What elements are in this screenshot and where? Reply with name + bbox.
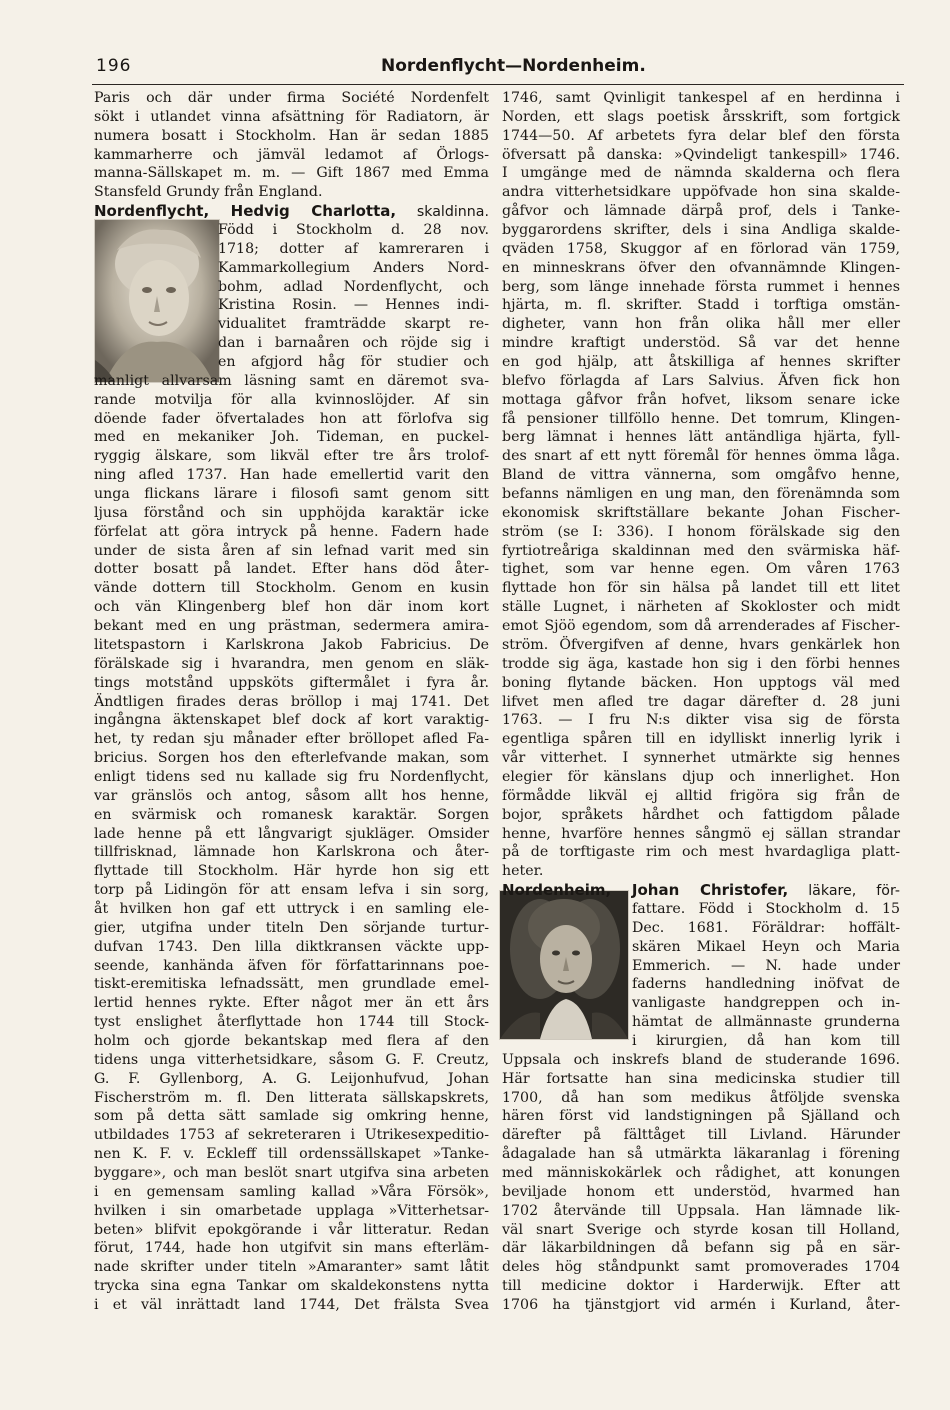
entry-headword: Nordenflycht, Hedvig Charlotta,: [94, 202, 397, 221]
left-line: som på detta sätt samlade sig omkring henne,: [94, 1108, 489, 1125]
entry-heading-nordenflycht: Nordenflycht, Hedvig Charlotta, skaldinna.: [94, 202, 489, 221]
left-line: lade henne på ett långvarigt sjukläger. Omsider: [94, 825, 489, 842]
left-line: het, ty redan sju månader efter bröllopet afled Fa-: [94, 731, 489, 748]
entry-headword: Nordenheim, Johan Christofer,: [502, 881, 789, 900]
left-line: döende fader öfvertalades hon att förlofva sig: [94, 410, 489, 427]
right-line: bojor, språkets hårdhet och fattigdom pålade: [502, 806, 900, 823]
right-line: befanns nämligen en ung man, den förenämnda som: [502, 486, 900, 503]
right-line: digheter, vann hon från olika håll mer eller: [502, 316, 900, 333]
left-line: dotter bosatt på landet. Efter hans död åter-: [94, 561, 489, 578]
right-line: 1702 återvände till Uppsala. Han lämnade lik-: [502, 1202, 900, 1219]
left-line: Paris och där under firma Société Nordenfelt: [94, 90, 489, 106]
right-line: deles hög ståndpunkt samt promoverades 1704: [502, 1259, 900, 1276]
left-line: ning afled 1737. Han hade emellertid varit den: [94, 467, 489, 484]
right-line: 1706 ha tjänstgjort vid armén i Kurland, åter-: [502, 1297, 900, 1313]
right-line: i kirurgien, då han kom till: [632, 1032, 900, 1049]
left-line: en afgjord håg för studier och: [218, 354, 489, 371]
left-line: tyst enslighet återflyttade hon 1744 till Stock-: [94, 1014, 489, 1031]
right-line: vanligaste handgreppen och in-: [632, 995, 900, 1012]
left-line: beten» blifvit epokgörande i vår litteratur. Redan: [94, 1221, 489, 1238]
right-line: ådagalade han så utmärkta läkaranlag i förening: [502, 1146, 900, 1163]
right-line: qväden 1758, Skuggor af en förlorad vän 1759,: [502, 240, 900, 257]
left-line: gier, utgifna under titeln Den sörjande turtur-: [94, 919, 489, 936]
right-line: heter.: [502, 863, 544, 880]
right-line: emot Sjöö egendom, som då arrenderades af Fischer-: [502, 618, 900, 635]
left-line: vände dottern till Stockholm. Genom en kusin: [94, 580, 489, 597]
right-line: henne, hvarföre hennes sångmö ej sällan strandar: [502, 825, 900, 842]
left-line: Kristina Rosin. — Hennes indi-: [218, 297, 489, 314]
left-line: kammarherre och jämväl ledamot af Örlogs-: [94, 146, 489, 163]
right-line: ställe Lugnet, i närheten af Skokloster och midt: [502, 599, 900, 616]
left-line: seende, kanhända äfven för författarinnans poe-: [94, 957, 489, 974]
header-rule: [92, 84, 904, 85]
right-line: med människokärlek och rådighet, att konungen: [502, 1164, 900, 1181]
left-line: torp på Lidingön för att ensam lefva i sin sorg,: [94, 882, 489, 899]
left-line: ryggig älskare, som likväl efter tre års trolof-: [94, 448, 489, 465]
right-line: blefvo förlagda af Lars Salvius. Äfven fick hon: [502, 372, 900, 389]
left-line: dufvan 1743. Den lilla diktkransen väckte upp-: [94, 938, 489, 955]
right-line: des snart af ett nytt föremål för hennes ömma låga.: [502, 448, 900, 465]
right-column: [502, 89, 900, 1315]
right-line: hämtat de allmännaste grunderna: [632, 1014, 900, 1031]
running-title: Nordenflycht—Nordenheim.: [381, 56, 646, 76]
right-line: 1744—50. Af arbetets fyra delar blef den första: [502, 127, 900, 144]
left-line: Kammarkollegium Anders Nord-: [218, 259, 489, 276]
left-line: i en gemensam samling kallad »Våra Försök»,: [94, 1183, 489, 1200]
right-line: lifvet men afled tre dagar därefter d. 28 juni: [502, 693, 900, 710]
entry-heading-nordenheim: Nordenheim, Johan Christofer, läkare, för-: [502, 881, 900, 900]
left-line: en svärmisk och romanesk karaktär. Sorgen: [94, 806, 489, 823]
right-line: ekonomisk skriftställare bekante Johan Fischer-: [502, 504, 900, 521]
right-line: Norden, ett slags poetisk årsskrift, som fortgick: [502, 108, 900, 125]
left-line: lertid hennes rykte. Efter något mer än ett års: [94, 995, 489, 1012]
right-line: I umgänge med de nämnda skalderna och flera: [502, 165, 900, 182]
left-line: numera bosatt i Stockholm. Han är sedan 1885: [94, 127, 489, 144]
right-line: byggarordens skrifter, dels i sina Andliga skalde-: [502, 222, 900, 239]
right-line: 1700, då han som medikus åtföljde svenska: [502, 1089, 900, 1106]
right-line: till medicine doktor i Harderwijk. Efter att: [502, 1278, 900, 1295]
left-line: bekant med en ung prästman, sedermera amira-: [94, 618, 489, 635]
right-line: få pensioner tillföllo henne. Det tomrum, Klingen-: [502, 410, 900, 427]
right-line: förmådde likväl ej alltid frigöra sig från de: [502, 787, 900, 804]
left-line: tings motstånd uppsköts giftermålet i fyra år.: [94, 674, 489, 691]
left-line: ingångna äktenskapet blef dock af kort varaktig-: [94, 712, 489, 729]
left-line: trycka sina egna Tankar om skaldekonstens nytta: [94, 1278, 489, 1295]
right-line: faderns handledning inöfvat de: [632, 976, 900, 993]
left-line: litetspastorn i Karlskrona Jakob Fabricius. De: [94, 636, 489, 653]
right-line: andra vitterhetsidkare uppöfvade hon sina skalde-: [502, 184, 900, 201]
left-line: förut, 1744, hade hon utgifvit sin mans efterläm-: [94, 1240, 489, 1257]
right-line: vår vitterhet. I synnerhet utmärkte sig hennes: [502, 750, 900, 767]
left-line: vidualitet framträdde skarpt re-: [218, 316, 489, 333]
right-line: hjärta, m. fl. skrifter. Stadd i torftiga omstän-: [502, 297, 900, 314]
right-line: gåfvor och lämnade därpå prof, dels i Tanke-: [502, 203, 900, 220]
left-line: manna-Sällskapet m. m. — Gift 1867 med Emma: [94, 165, 489, 182]
left-line: bohm, adlad Nordenflycht, och: [218, 278, 489, 295]
left-line: Ändtligen firades deras bröllop i maj 1741. Det: [94, 693, 489, 710]
right-line: Emmerich. — N. hade under: [632, 957, 900, 974]
left-line: tiskt-eremitiska lefnadssätt, men grundlade emel-: [94, 976, 489, 993]
right-line: flyttade hon för sin hälsa på landet till ett litet: [502, 580, 900, 597]
left-column: [94, 89, 489, 1315]
right-line: Här fortsatte han sina medicinska studier till: [502, 1070, 900, 1087]
right-line: ström. Öfvergifven af denne, hvars genkärlek hon: [502, 636, 900, 653]
right-line: en god hjälp, att åtskilliga af hennes skrifter: [502, 354, 900, 371]
left-line: åt hvilken hon gaf ett uttryck i en samling ele-: [94, 900, 489, 917]
right-line: Uppsala och inskrefs bland de studerande 1696.: [502, 1051, 900, 1068]
left-line: förfelat att göra intryck på henne. Fadern hade: [94, 523, 489, 540]
left-line: flyttade till Stockholm. Här hyrde hon sig ett: [94, 863, 489, 880]
right-line: trodde sig äga, kastade hon sig i den förbi hennes: [502, 655, 900, 672]
right-line: mottaga gåfvor från hofvet, liksom senare icke: [502, 391, 900, 408]
left-line: Stansfeld Grundy från England.: [94, 184, 323, 201]
right-line: öfversatt på danska: »Qvindeligt tankespill» 1746.: [502, 146, 900, 163]
right-line: 1763. — I fru N:s dikter visa sig de första: [502, 712, 900, 729]
right-line: därefter på fälttåget till Livland. Härunder: [502, 1127, 900, 1144]
right-line: där läkarbildningen då befann sig på en sär-: [502, 1240, 900, 1257]
left-line: under de sista åren af sin lefnad varit med sin: [94, 542, 489, 559]
left-line: dan i barnaåren och röjde sig i: [218, 335, 489, 352]
right-line: beviljade honom ett understöd, hvarmed han: [502, 1183, 900, 1200]
right-line: boning flytande bäcken. Hon upptogs väl med: [502, 674, 900, 691]
left-line: rande motvilja för alla kvinnoslöjder. Af sin: [94, 391, 489, 408]
left-line: nade skrifter under titeln »Amaranter» samt låtit: [94, 1259, 489, 1276]
right-line: hären först vid landstigningen på Själland och: [502, 1108, 900, 1125]
left-line: G. F. Gyllenborg, A. G. Leijonhufvud, Johan: [94, 1070, 489, 1087]
right-line: Dec. 1681. Föräldrar: hoffält-: [632, 919, 900, 936]
right-line: Bland de vittra vännerna, som omgåfvo henne,: [502, 467, 900, 484]
left-line: nen K. F. v. Eckleff till ordenssällskapet »Tanke-: [94, 1146, 489, 1163]
right-line: ström (se I: 336). I honom förälskade sig den: [502, 523, 900, 540]
left-line: ljusa förstånd och sin upphöjda karaktär icke: [94, 504, 489, 521]
left-line: unga flickans lärare i filosofi samt genom sitt: [94, 486, 489, 503]
right-line: på de torftigaste rim och mest hvardagliga platt-: [502, 844, 900, 861]
right-line: tighet, som var henne egen. Om våren 1763: [502, 561, 900, 578]
left-line: utbildades 1753 af sekreteraren i Utrikesexpeditio-: [94, 1127, 489, 1144]
left-line: Född i Stockholm d. 28 nov.: [218, 222, 489, 239]
left-line: tidens unga vitterhetsidkare, såsom G. F. Creutz,: [94, 1051, 489, 1068]
page-number: 196: [96, 56, 132, 76]
left-line: var gränslös och antog, såsom allt hos henne,: [94, 787, 489, 804]
right-line: skären Mikael Heyn och Maria: [632, 938, 900, 955]
left-line: enligt tidens sed nu kallade sig fru Nordenflycht,: [94, 768, 489, 785]
right-line: väl snart Sverige och styrde kosan till Holland,: [502, 1221, 900, 1238]
left-line: manligt allvarsam läsning samt en däremot sva-: [94, 372, 489, 389]
left-line: Fischerström m. fl. Den litterata sällskapskrets,: [94, 1089, 489, 1106]
left-line: sökt i utlandet vinna afsättning för Radiatorn, är: [94, 108, 489, 125]
right-line: egentliga spåren till en idylliskt innerlig lyrik i: [502, 731, 900, 748]
left-line: bricius. Sorgen hos den efterlefvande makan, som: [94, 750, 489, 767]
left-line: i et väl inrättadt land 1744, Det frälsta Svea: [94, 1297, 489, 1313]
right-line: berg, som länge innehade första rummet i hennes: [502, 278, 900, 295]
right-line: en minneskrans öfver den ofvannämnde Klingen-: [502, 259, 900, 276]
left-line: med en mekaniker Joh. Tideman, en puckel-: [94, 429, 489, 446]
right-line: 1746, samt Qvinligit tankespel af en herdinna i: [502, 90, 900, 106]
left-line: byggare», och man beslöt snart utgifva sina arbeten: [94, 1164, 489, 1181]
right-line: fattare. Född i Stockholm d. 15: [632, 900, 900, 917]
left-line: hvilken i sin omarbetade upplaga »Vitterhetsar-: [94, 1202, 489, 1219]
right-line: berg lämnat i hennes lätt antändliga hjärta, fyll-: [502, 429, 900, 446]
left-line: tillfrisknad, lämnade hon Karlskrona och åter-: [94, 844, 489, 861]
right-line: fyrtiotreåriga skaldinnan med den svärmiska häf-: [502, 542, 900, 559]
right-line: elegier för känslans djup och innerlighet. Hon: [502, 768, 900, 785]
left-line: förälskade sig i hvarandra, men genom en släk-: [94, 655, 489, 672]
left-line: holm och gjorde bekantskap med flera af den: [94, 1032, 489, 1049]
left-line: och vän Klingenberg blef hon där inom kort: [94, 599, 489, 616]
running-head: [96, 56, 896, 82]
left-line: 1718; dotter af kamreraren i: [218, 240, 489, 257]
right-line: mindre kraftigt understöd. Så var det henne: [502, 335, 900, 352]
